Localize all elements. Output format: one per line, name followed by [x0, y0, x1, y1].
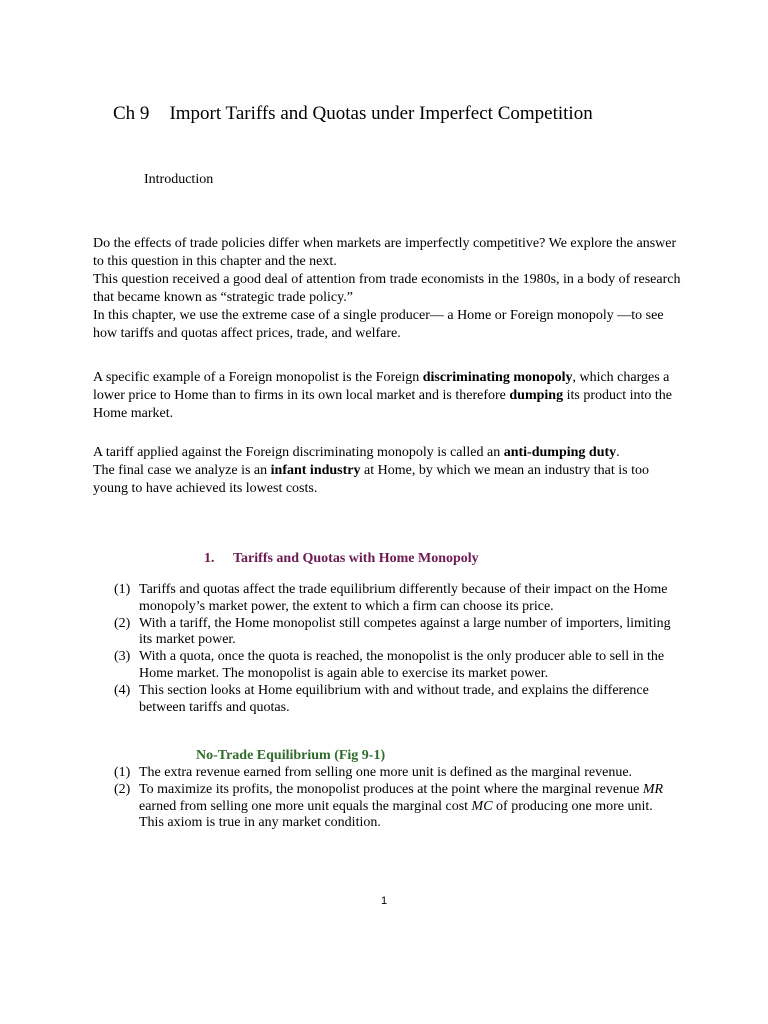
section-1-heading — [204, 551, 479, 567]
section-title: Tariffs and Quotas with Home Monopoly — [233, 551, 479, 566]
text-span: . — [616, 445, 620, 460]
chapter-title — [113, 103, 593, 125]
intro-paragraph-3 — [93, 444, 683, 498]
list-item-text: With a tariff, the Home monopolist still competes against a large number of importers, limiting its market power. — [139, 615, 671, 648]
list-item-text: of producing one more unit. This axiom is true in any market condition. — [139, 798, 653, 831]
no-trade-list — [114, 765, 674, 832]
section-1-list — [114, 582, 674, 716]
chapter-number: Ch 9 — [113, 103, 150, 124]
introduction-heading: Introduction — [144, 172, 214, 187]
list-item — [114, 782, 674, 832]
list-item-number: (3) — [114, 649, 131, 665]
term-dumping: dumping — [509, 388, 564, 403]
list-item-text: Tariffs and quotas affect the trade equilibrium differently because of their impact on the Home monopoly’s market power, the extent to which a firm can choose its price. — [139, 582, 668, 614]
intro-paragraph-1 — [93, 235, 683, 343]
list-item-text: The extra revenue earned from selling one more unit is defined as the marginal revenue. — [139, 765, 633, 780]
list-item — [114, 649, 674, 683]
text-span: , which charges a lower price to Home than to firms in its own local market and is therefore — [93, 370, 670, 403]
chapter-title-text: Import Tariffs and Quotas under Imperfect Competition — [169, 103, 593, 124]
list-item-number: (2) — [114, 615, 131, 631]
intro-sentence-1: Do the effects of trade policies differ when markets are imperfectly competitive? We explore the answer to this question in this chapter and the next. — [93, 236, 677, 269]
text-span: its product into the Home market. — [93, 388, 672, 421]
list-item-text: With a quota, once the quota is reached, the monopolist is the only producer able to sell in the Home market. The monopolist is again able to exercise its market power. — [139, 649, 665, 681]
list-item-text: To maximize its profits, the monopolist produces at the point where the marginal revenue — [139, 781, 643, 797]
list-item — [114, 683, 674, 717]
text-span: A specific example of a Foreign monopolist is the Foreign — [93, 370, 423, 385]
list-item-text: earned from selling one more unit equals the marginal cost — [139, 798, 472, 814]
intro-paragraph-2 — [93, 369, 683, 423]
list-item — [114, 765, 674, 782]
term-discriminating-monopoly: discriminating monopoly — [422, 370, 573, 385]
page-number: 1 — [380, 895, 388, 907]
text-span: A tariff applied against the Foreign discriminating monopoly is called an — [93, 445, 504, 460]
list-item-number: (2) — [114, 781, 131, 797]
subsection-heading: No-Trade Equilibrium (Fig 9-1) — [196, 748, 386, 763]
text-span: at Home, by which we mean an industry that is too young to have achieved its lowest costs. — [93, 463, 649, 496]
list-item-number: (4) — [114, 682, 131, 698]
intro-sentence-2: This question received a good deal of attention from trade economists in the 1980s, in a body of research that became known as “strategic trade policy.” — [93, 272, 681, 305]
list-item-number: (1) — [114, 582, 131, 597]
term-infant-industry: infant industry — [270, 463, 361, 478]
list-item-number: (1) — [114, 765, 131, 780]
term-mc: MC — [471, 798, 493, 814]
text-span: The final case we analyze is an — [93, 463, 271, 478]
intro-sentence-3: In this chapter, we use the extreme case of a single producer— a Home or Foreign monopoly —to see how tariffs and quotas affect prices, trade, and welfare. — [93, 308, 664, 341]
section-number: 1. — [204, 551, 215, 566]
list-item-text: This section looks at Home equilibrium with and without trade, and explains the difference between tariffs and quotas. — [139, 682, 649, 715]
list-item — [114, 582, 674, 616]
list-item — [114, 616, 674, 650]
term-anti-dumping-duty: anti-dumping duty — [503, 445, 617, 460]
term-mr: MR — [642, 781, 664, 797]
